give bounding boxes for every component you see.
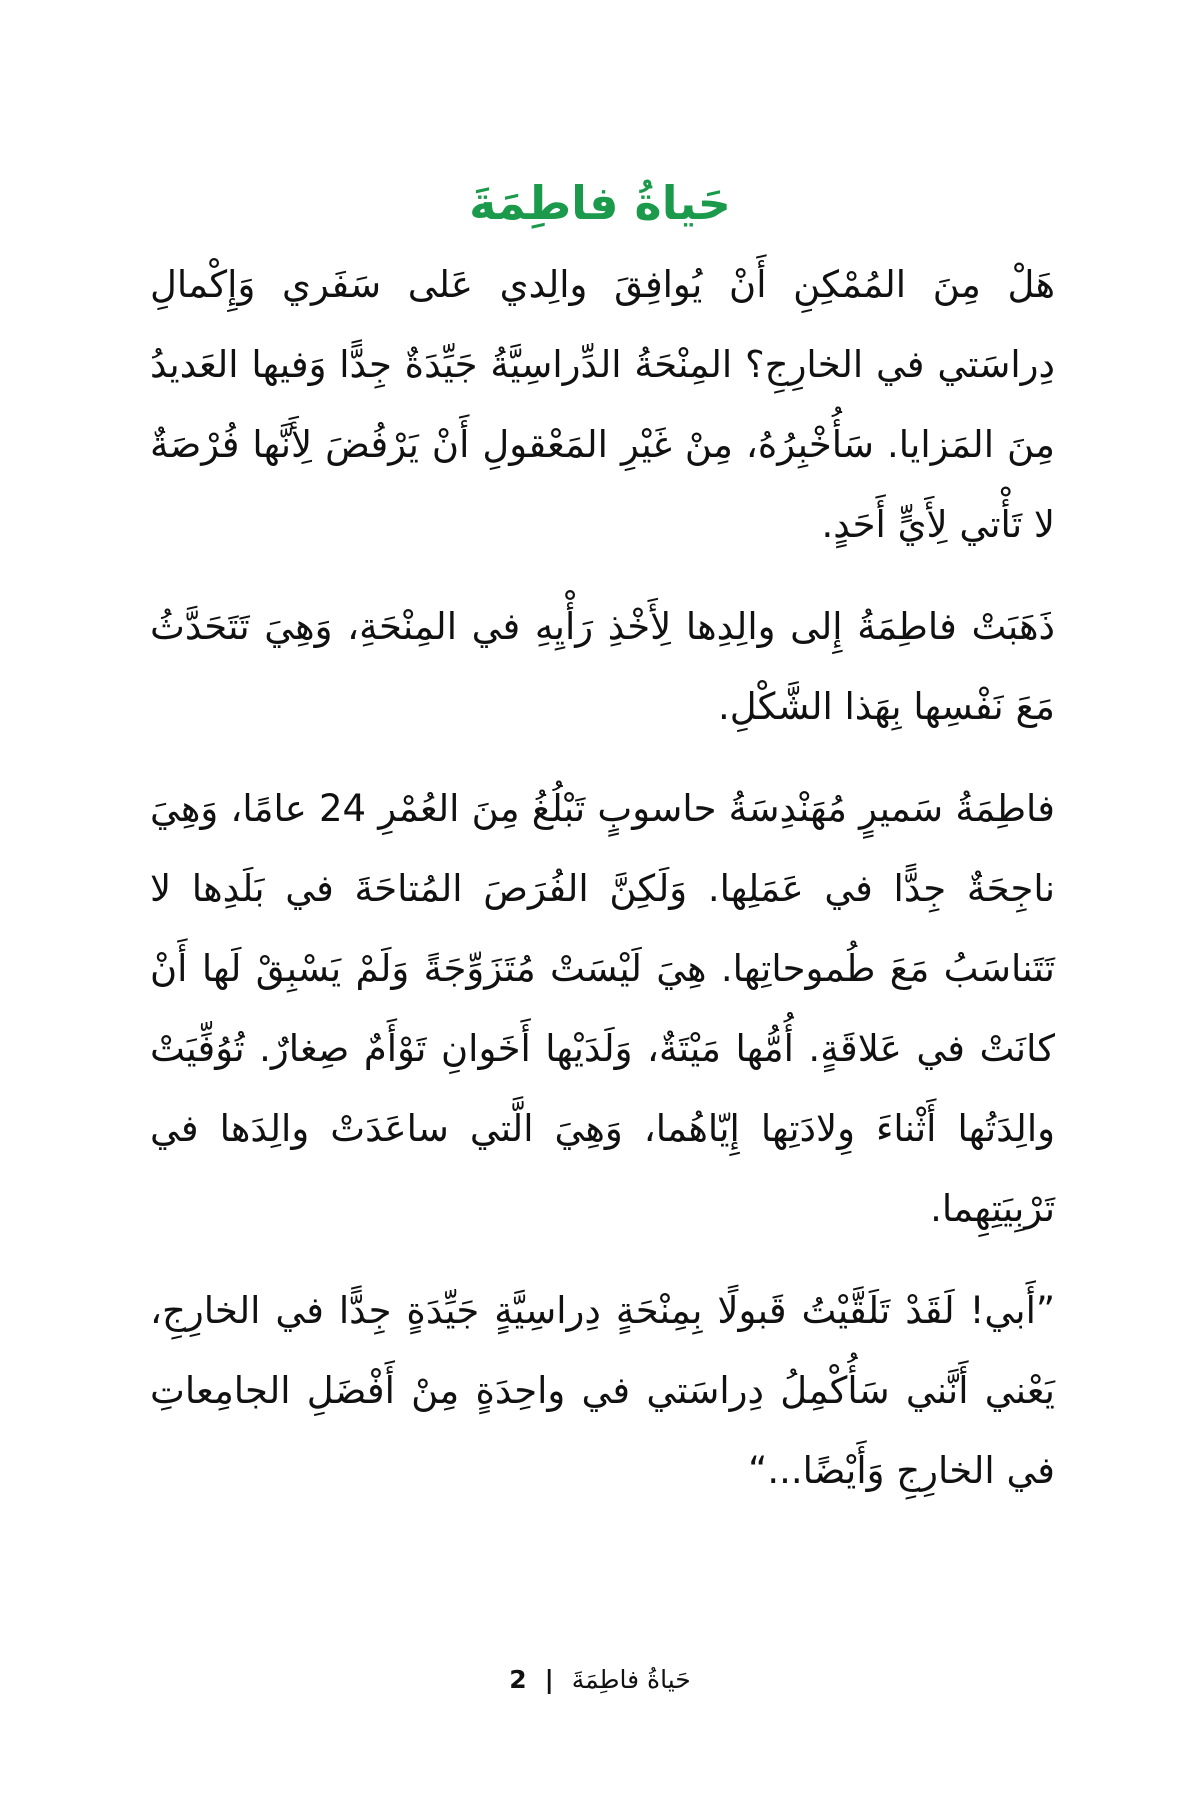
paragraph-2: ذهبت فاطمة إلى والدها لخذ رأيه في المنحة، وهي تتحدث مع نفسها بهذا الشكل. — [150, 605, 1056, 728]
paragraph-3: فاطمة سمير مهندسة حاسوب تبلغ من العمر 24 عاما، وهي ناجحة جدا في عملها. ولكن الفرص المتاحة في بلدها لا تتناسب مع طموحاتها. هي ليست متزوجة ولم يسبق لها أن كانت في علاقة. أمها ميتة، ولديها أخوان توأم صغار. توفيت والدتها أثناء ولادتها إياهما، وهي التي ساعدت والدها في تربيتهما. — [150, 787, 1055, 1230]
footer-separator: | — [544, 1665, 554, 1694]
story-body — [150, 245, 1055, 1533]
page-number: 2 — [509, 1665, 527, 1694]
page-footer — [0, 1665, 1200, 1694]
footer-running-title: حياة فاطمة — [571, 1665, 691, 1694]
page-title: حَياةُ فاطِمَةَ — [469, 175, 731, 230]
paragraph-1: هل من الممكن أن يوافق والدي على سفري وإكمال دراستي في الخارج؟ المنحة الدراسية جيدة جدا وفيها العديد من المزايا. سأخبره، من غير المعقول أن يرفض لنها فرصة لا تأتي لي أحد. — [150, 263, 1055, 546]
paragraph-4: ”أبي! لقد تلقيت قبولا بمنحة دراسية جيدة جدا في الخارج، يعني أنني سأكمل دراستي في واحدة من أفضل الجامعات في الخارج وأيضا...“ — [150, 1289, 1056, 1492]
